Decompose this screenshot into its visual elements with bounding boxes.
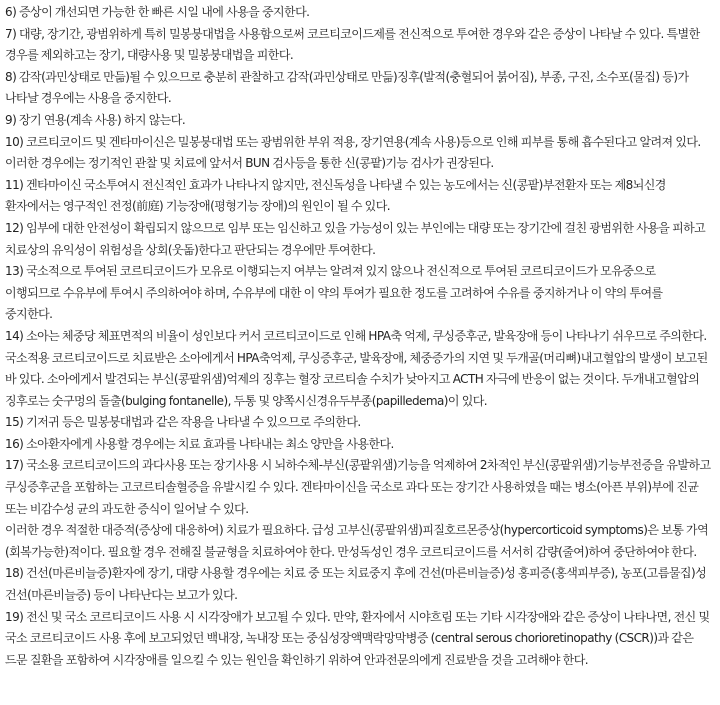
paragraph-item-6: 6) 증상이 개선되면 가능한 한 빠른 시일 내에 사용을 중지한다. bbox=[5, 5, 310, 19]
paragraph-item-8: 8) 감작(과민상태로 만듦)될 수 있으므로 충분히 관찰하고 감작(과민상태로 만듦)징후(발적(충혈되어 붉어짐), 부종, 구진, 소수포(물집) 등)가 나타날 경우에는 사용을 중지한다. bbox=[5, 69, 689, 106]
paragraph-item-15: 15) 기저귀 등은 밀봉붕대법과 같은 작용을 나타낼 수 있으므로 주의한다. bbox=[5, 415, 361, 430]
paragraph-item-17-continued: 이러한 경우 적절한 대증적(증상에 대응하여) 치료가 필요하다. 급성 고부신(콩팥위샘)피질호르몬증상(hypercorticoid symptoms)은 보통 가역(회복가능한)적이다. 필요할 경우 전해질 불균형을 치료하여야 한다. 만성독성인 경우 코르티코이드를 서서히 감량(줄여)하여 중단하여야 한다. bbox=[5, 523, 709, 559]
paragraph-item-19: 19) 전신 및 국소 코르티코이드 사용 시 시각장애가 보고될 수 있다. 만약, 환자에서 시야흐림 또는 기타 시각장애와 같은 증상이 나타나면, 전신 및 국소 코르티코이드 사용 후에 보고되었던 백내장, 녹내장 또는 중심성장액맥락망막병증 (central serous chorioretinopathy (CSCR))과 같은 드문 질환을 포함하여 시각장애를 일으킬 수 있는 원인을 확인하기 위하여 안과전문의에게 진료받을 것을 고려해야 한다. bbox=[5, 609, 710, 667]
paragraph-item-7: 7) 대량, 장기간, 광범위하게 특히 밀봉붕대법을 사용함으로써 코르티코이드제를 전신적으로 투여한 경우와 같은 증상이 나타날 수 있다. 특별한 경우를 제외하고는 장기, 대량사용 및 밀봉붕대법을 피한다. bbox=[5, 26, 700, 63]
paragraph-item-12: 12) 임부에 대한 안전성이 확립되지 않으므로 임부 또는 임신하고 있을 가능성이 있는 부인에는 대량 또는 장기간에 걸친 광범위한 사용을 피하고 치료상의 유익성이 위험성을 상회(웃돎)한다고 판단되는 경우에만 투여한다. bbox=[5, 220, 706, 257]
paragraph-item-9: 9) 장기 연용(계속 사용) 하지 않는다. bbox=[5, 112, 186, 127]
paragraph-item-17: 17) 국소용 코르티코이드의 과다사용 또는 장기사용 시 뇌하수체-부신(콩팥위샘)기능을 억제하여 2차적인 부신(콩팥위샘)기능부전증을 유발하고 쿠싱증후군을 포함하는 고코르티솔혈증을 유발시킬 수 있다. 겐타마이신을 국소로 과다 또는 장기간 사용하였을 때는 병소(아픈 부위)부에 진균 또는 비감수성 균의 과도한 증식이 일어날 수 있다. bbox=[5, 458, 711, 516]
paragraph-item-14: 14) 소아는 체중당 체표면적의 비율이 성인보다 커서 코르티코이드로 인해 HPA축 억제, 쿠싱증후군, 발육장애 등이 나타나기 쉬우므로 주의한다. 국소적용 코르티코이드로 치료받은 소아에게서 HPA축억제, 쿠싱증후군, 발육장애, 체중증가의 지연 및 두개골(머리뼈)내고혈압의 발생이 보고된 바 있다. 소아에게서 발견되는 부신(콩팥위샘)억제의 징후는 혈장 코르티솔 수치가 낮아지고 ACTH 자극에 반응이 없는 것이다. 두개내고혈압의 징후로는 숫구멍의 돌출(bulging fontanelle), 두통 및 양쪽시신경유두부종(papilledema)이 있다. bbox=[5, 328, 708, 408]
paragraph-item-10: 10) 코르티코이드 및 겐타마이신은 밀봉붕대법 또는 광범위한 부위 적용, 장기연용(계속 사용)등으로 인해 피부를 통해 흡수된다고 알려져 있다. 이러한 경우에는 정기적인 관찰 및 치료에 앞서서 BUN 검사등을 통한 신(콩팥)기능 검사가 권장된다. bbox=[5, 134, 701, 171]
paragraph-item-16: 16) 소아환자에게 사용할 경우에는 치료 효과를 나타내는 최소 양만을 사용한다. bbox=[5, 436, 394, 451]
paragraph-item-13: 13) 국소적으로 투여된 코르티코이드가 모유로 이행되는지 여부는 알려져 있지 않으나 전신적으로 투여된 코르티코이드가 모유중으로 이행되므로 수유부에 투여시 주의하여야 하며, 수유부에 대한 이 약의 투여가 필요한 정도를 고려하여 수유를 중지하거나 이 약의 투여를 중지한다. bbox=[5, 264, 663, 322]
paragraph-item-18: 18) 건선(마른비늘증)환자에 장기, 대량 사용할 경우에는 치료 중 또는 치료중지 후에 건선(마른비늘증)성 홍피증(홍색피부증), 농포(고름물집)성 건선(마른비늘증) 등이 나타난다는 보고가 있다. bbox=[5, 566, 707, 603]
paragraph-item-11: 11) 겐타마이신 국소투여시 전신적인 효과가 나타나지 않지만, 전신독성을 나타낼 수 있는 농도에서는 신(콩팥)부전환자 또는 제8뇌신경 환자에서는 영구적인 전정(前庭) 기능장애(평형기능 장애)의 원인이 될 수 있다. bbox=[5, 177, 666, 214]
